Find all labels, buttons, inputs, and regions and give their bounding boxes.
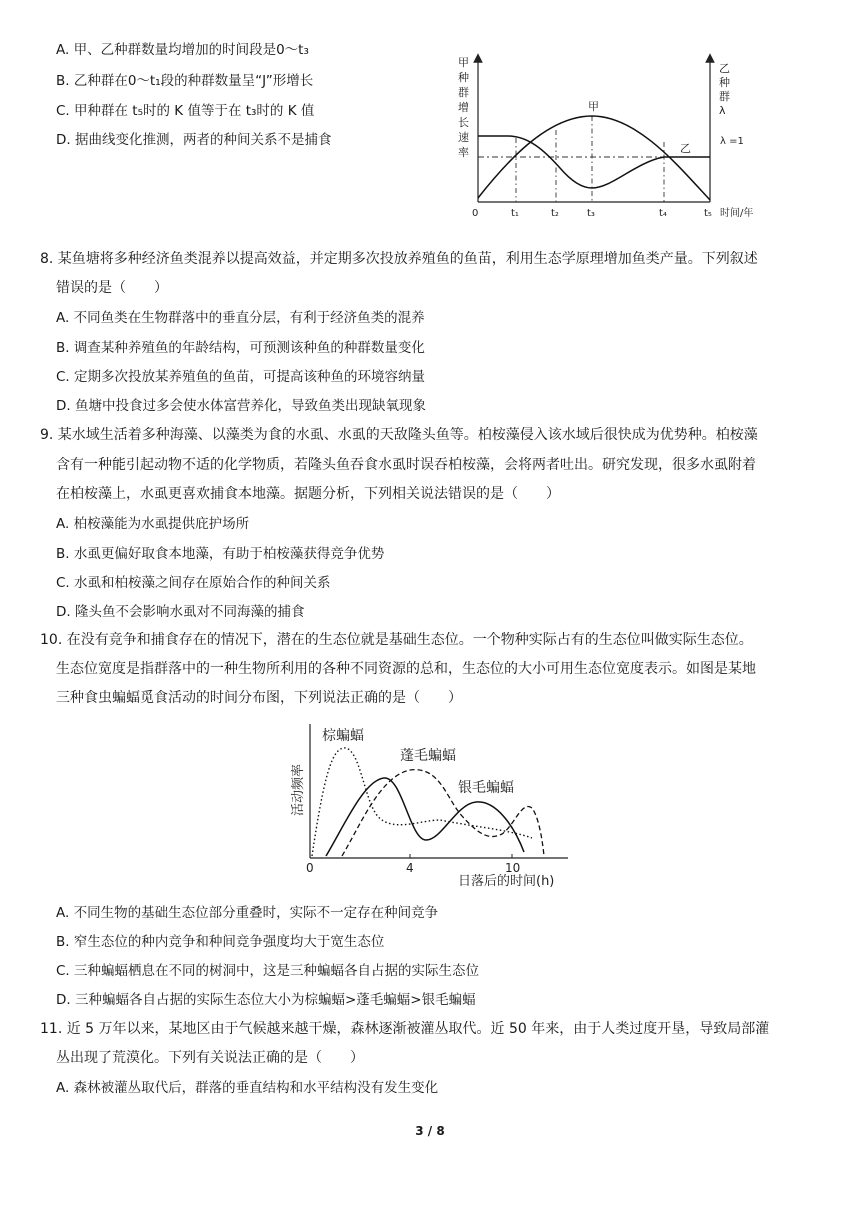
q11-option-a: A. 森林被灌丛取代后，群落的垂直结构和水平结构没有发生变化: [56, 1080, 439, 1096]
q8-option-c: C. 定期多次投放某养殖鱼的鱼苗，可提高该种鱼的环境容纳量: [56, 369, 426, 385]
chart1-xlabel: 时间/年: [720, 208, 754, 219]
svg-text:群: 群: [458, 86, 469, 99]
chart1-right-ylabel: [719, 62, 730, 117]
chart2-tick-4: 4: [406, 861, 414, 875]
tick-t3: t₃: [587, 208, 595, 219]
svg-text:率: 率: [458, 146, 469, 159]
page-number: 3 / 8: [415, 1124, 445, 1138]
q8-stem-line1: 8. 某鱼塘将多种经济鱼类混养以提高效益，并定期多次投放养殖鱼的鱼苗，利用生态学原理增加鱼类产量。下列叙述: [40, 251, 758, 267]
q8-stem-line2: 错误的是（ ）: [56, 280, 168, 296]
chart2-ylabel: 活动频率: [291, 763, 306, 816]
chart1-left-ylabel: [458, 56, 469, 159]
q11-stem-line2: 丛出现了荒漠化。下列有关说法正确的是（ ）: [56, 1050, 364, 1066]
curve-yi-label: 乙: [680, 142, 691, 155]
q9-stem-line2: 含有一种能引起动物不适的化学物质，若隆头鱼吞食水虱时误吞柏桉藻，会将两者吐出。研究发现，很多水虱附着: [56, 457, 756, 473]
curve-jia-label: 甲: [588, 100, 599, 113]
curve-brown-bat: [312, 748, 532, 856]
svg-text:种: 种: [458, 71, 469, 84]
tick-t4: t₄: [659, 208, 667, 219]
chart2-tick-0: 0: [306, 861, 314, 875]
svg-text:种: 种: [719, 76, 730, 89]
q10-stem-line3: 三种食虫蝙蝠觅食活动的时间分布图，下列说法正确的是（ ）: [56, 690, 462, 706]
svg-text:甲: 甲: [458, 56, 469, 69]
q10-option-a: A. 不同生物的基础生态位部分重叠时，实际不一定存在种间竞争: [56, 905, 439, 921]
q7-option-a: A. 甲、乙种群数量均增加的时间段是0～t₃: [56, 42, 309, 58]
svg-text:速: 速: [458, 131, 469, 144]
q9-option-c: C. 水虱和柏桉藻之间存在原始合作的种间关系: [56, 575, 331, 591]
tick-0: 0: [472, 208, 479, 219]
q8-option-d: D. 鱼塘中投食过多会使水体富营养化，导致鱼类出现缺氧现象: [56, 398, 426, 414]
tick-t2: t₂: [551, 208, 559, 219]
label-silver-bat: 银毛蝙蝠: [458, 780, 514, 796]
chart2-tick-10: 10: [505, 861, 521, 875]
q10-stem-line2: 生态位宽度是指群落中的一种生物所利用的各种不同资源的总和，生态位的大小可用生态位宽度表示。如图是某地: [56, 661, 756, 677]
q10-stem-line1: 10. 在没有竞争和捕食存在的情况下，潜在的生态位就是基础生态位。一个物种实际占有的生态位叫做实际生态位。: [40, 632, 753, 648]
svg-text:长: 长: [458, 116, 469, 129]
svg-text:乙: 乙: [719, 62, 730, 75]
chart2-xlabel: 日落后的时间(h): [458, 874, 555, 889]
bat-activity-chart: [280, 716, 590, 891]
q11-stem-line1: 11. 近 5 万年以来，某地区由于气候越来越干燥，森林逐渐被灌丛取代。近 50 年来，由于人类过度开垦，导致局部灌: [40, 1021, 770, 1037]
q7-option-b: B. 乙种群在0～t₁段的种群数量呈“J”形增长: [56, 73, 314, 89]
q8-option-a: A. 不同鱼类在生物群落中的垂直分层，有利于经济鱼类的混养: [56, 310, 425, 326]
q9-option-a: A. 柏桉藻能为水虱提供庇护场所: [56, 516, 250, 532]
curve-yi: [478, 136, 710, 188]
svg-text:λ: λ: [719, 104, 726, 117]
q7-option-d: D. 据曲线变化推测，两者的种间关系不是捕食: [56, 132, 332, 148]
q10-option-c: C. 三种蝙蝠栖息在不同的树洞中，这是三种蝙蝠各自占据的实际生态位: [56, 963, 480, 979]
q7-option-c: C. 甲种群在 t₅时的 K 值等于在 t₃时的 K 值: [56, 103, 315, 119]
q9-stem-line1: 9. 某水域生活着多种海藻、以藻类为食的水虱、水虱的天敌隆头鱼等。柏桉藻侵入该水域后很快成为优势种。柏桉藻: [40, 427, 758, 443]
tick-t5: t₅: [704, 208, 712, 219]
tick-t1: t₁: [511, 208, 519, 219]
lambda-one-label: λ =1: [720, 136, 744, 147]
svg-text:增: 增: [458, 101, 469, 114]
q9-option-b: B. 水虱更偏好取食本地藻，有助于柏桉藻获得竞争优势: [56, 546, 385, 562]
q9-option-d: D. 隆头鱼不会影响水虱对不同海藻的捕食: [56, 604, 305, 620]
q10-option-d: D. 三种蝙蝠各自占据的实际生态位大小为棕蝙蝠>蓬毛蝙蝠>银毛蝙蝠: [56, 992, 476, 1008]
q8-option-b: B. 调查某种养殖鱼的年龄结构，可预测该种鱼的种群数量变化: [56, 340, 425, 356]
label-brown-bat: 棕蝙蝠: [322, 728, 364, 744]
q9-stem-line3: 在柏桉藻上，水虱更喜欢捕食本地藻。据题分析，下列相关说法错误的是（ ）: [56, 486, 560, 502]
population-chart: [448, 50, 778, 230]
q10-option-b: B. 窄生态位的种内竞争和种间竞争强度均大于宽生态位: [56, 934, 385, 950]
svg-text:群: 群: [719, 90, 730, 103]
label-hoary-bat: 蓬毛蝙蝠: [400, 748, 456, 764]
